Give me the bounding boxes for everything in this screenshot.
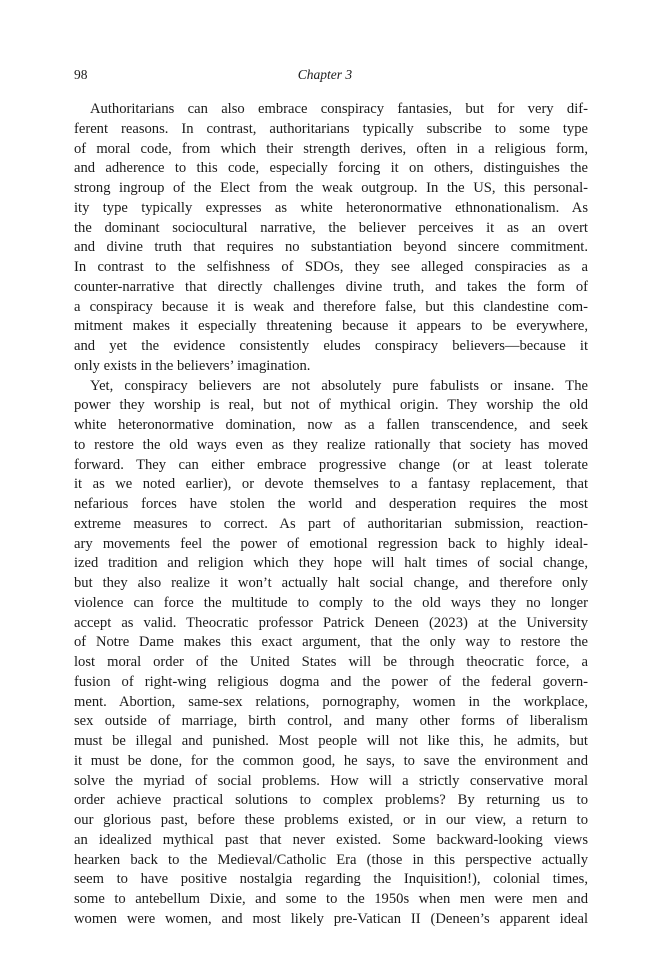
- text-line: only exists in the believers’ imagination.: [74, 357, 311, 374]
- page-number: 98: [74, 67, 88, 82]
- text-line: it as we noted earlier), or devote themselves to a fantasy replacement, that: [74, 476, 588, 493]
- text-line: and divine truth that requires no substantiation beyond sincere commitment.: [74, 239, 588, 256]
- text-line: but they also realize it won’t actually halt social change, and therefore only: [74, 575, 588, 591]
- text-line: strong ingroup of the Elect from the weak outgroup. In the US, this personal-: [74, 180, 588, 196]
- text-line: extreme measures to correct. As part of authoritarian submission, reaction-: [74, 515, 588, 532]
- text-line: an idealized mythical past that never existed. Some backward-looking views: [74, 831, 588, 848]
- text-line: some to antebellum Dixie, and some to the 1950s when men were men and: [74, 891, 588, 907]
- text-line: power they worship is real, but not of mythical origin. They worship the old: [74, 397, 588, 414]
- text-line: women were women, and most likely pre-Vatican II (Deneen’s apparent ideal: [74, 910, 588, 927]
- text-line: seem to have positive nostalgia regarding the Inquisition!), colonial times,: [74, 871, 588, 888]
- text-line: Authoritarians can also embrace conspiracy fantasies, but for very dif-: [90, 101, 588, 117]
- text-line: of moral code, from which their strength derives, often in a religious form,: [74, 140, 588, 157]
- text-line: In contrast to the selfishness of SDOs, they see alleged conspiracies as a: [74, 259, 588, 275]
- text-line: hearken back to the Medieval/Catholic Era (those in this perspective actually: [74, 851, 588, 868]
- page-header: [74, 67, 576, 87]
- text-line: ized tradition and religion which they hope will halt times of social change,: [74, 555, 588, 572]
- text-line: Yet, conspiracy believers are not absolutely pure fabulists or insane. The: [90, 377, 588, 394]
- text-line: to restore the old ways even as they realize rationally that society has moved: [74, 436, 588, 453]
- text-line: violence can force the multitude to comply to the old ways they no longer: [74, 594, 588, 611]
- text-line: our glorious past, before these problems existed, or in our view, a return to: [74, 812, 588, 828]
- text-line: sex outside of marriage, birth control, and many other forms of liberalism: [74, 713, 588, 730]
- text-line: accept as valid. Theocratic professor Patrick Deneen (2023) at the University: [74, 614, 588, 631]
- text-line: ity type typically expresses as white heteronormative ethnonationalism. As: [74, 199, 588, 216]
- body-text: [74, 100, 588, 930]
- text-line: ferent reasons. In contrast, authoritarians typically subscribe to some type: [74, 120, 588, 137]
- text-line: white heteronormative domination, now as a fallen transcendence, and seek: [74, 417, 588, 433]
- text-line: and adherence to this code, especially forcing it on others, distinguishes the: [74, 160, 588, 177]
- text-line: of Notre Dame makes this exact argument, that the only way to restore the: [74, 634, 588, 651]
- text-line: a conspiracy because it is weak and therefore false, but this clandestine com-: [74, 298, 588, 315]
- text-line: solve the myriad of social problems. How will a strictly conservative moral: [74, 772, 588, 789]
- text-line: ary movements feel the power of emotional regression back to highly ideal-: [74, 535, 588, 552]
- text-line: fusion of right-wing religious dogma and the power of the federal govern-: [74, 673, 588, 690]
- running-head-chapter-title: Chapter 3: [297, 67, 353, 82]
- text-line: counter-narrative that directly challenges divine truth, and takes the form of: [74, 278, 588, 295]
- text-line: it must be done, for the common good, he says, to save the environment and: [74, 752, 588, 769]
- text-line: forward. They can either embrace progressive change (or at least tolerate: [74, 456, 588, 473]
- text-line: must be illegal and punished. Most people will not like this, he admits, but: [74, 733, 588, 749]
- text-line: mitment makes it especially threatening because it appears to be everywhere,: [74, 318, 588, 335]
- text-line: lost moral order of the United States will be through theocratic force, a: [74, 654, 588, 670]
- paragraph: [74, 100, 588, 377]
- text-line: the dominant sociocultural narrative, the believer perceives it as an overt: [74, 219, 588, 236]
- text-line: order achieve practical solutions to complex problems? By returning us to: [74, 792, 588, 809]
- paragraph: [74, 377, 588, 930]
- text-line: nefarious forces have stolen the world and desperation requires the most: [74, 496, 588, 512]
- text-line: and yet the evidence consistently eludes conspiracy believers—because it: [74, 338, 588, 354]
- text-line: ment. Abortion, same-sex relations, pornography, women in the workplace,: [74, 693, 588, 710]
